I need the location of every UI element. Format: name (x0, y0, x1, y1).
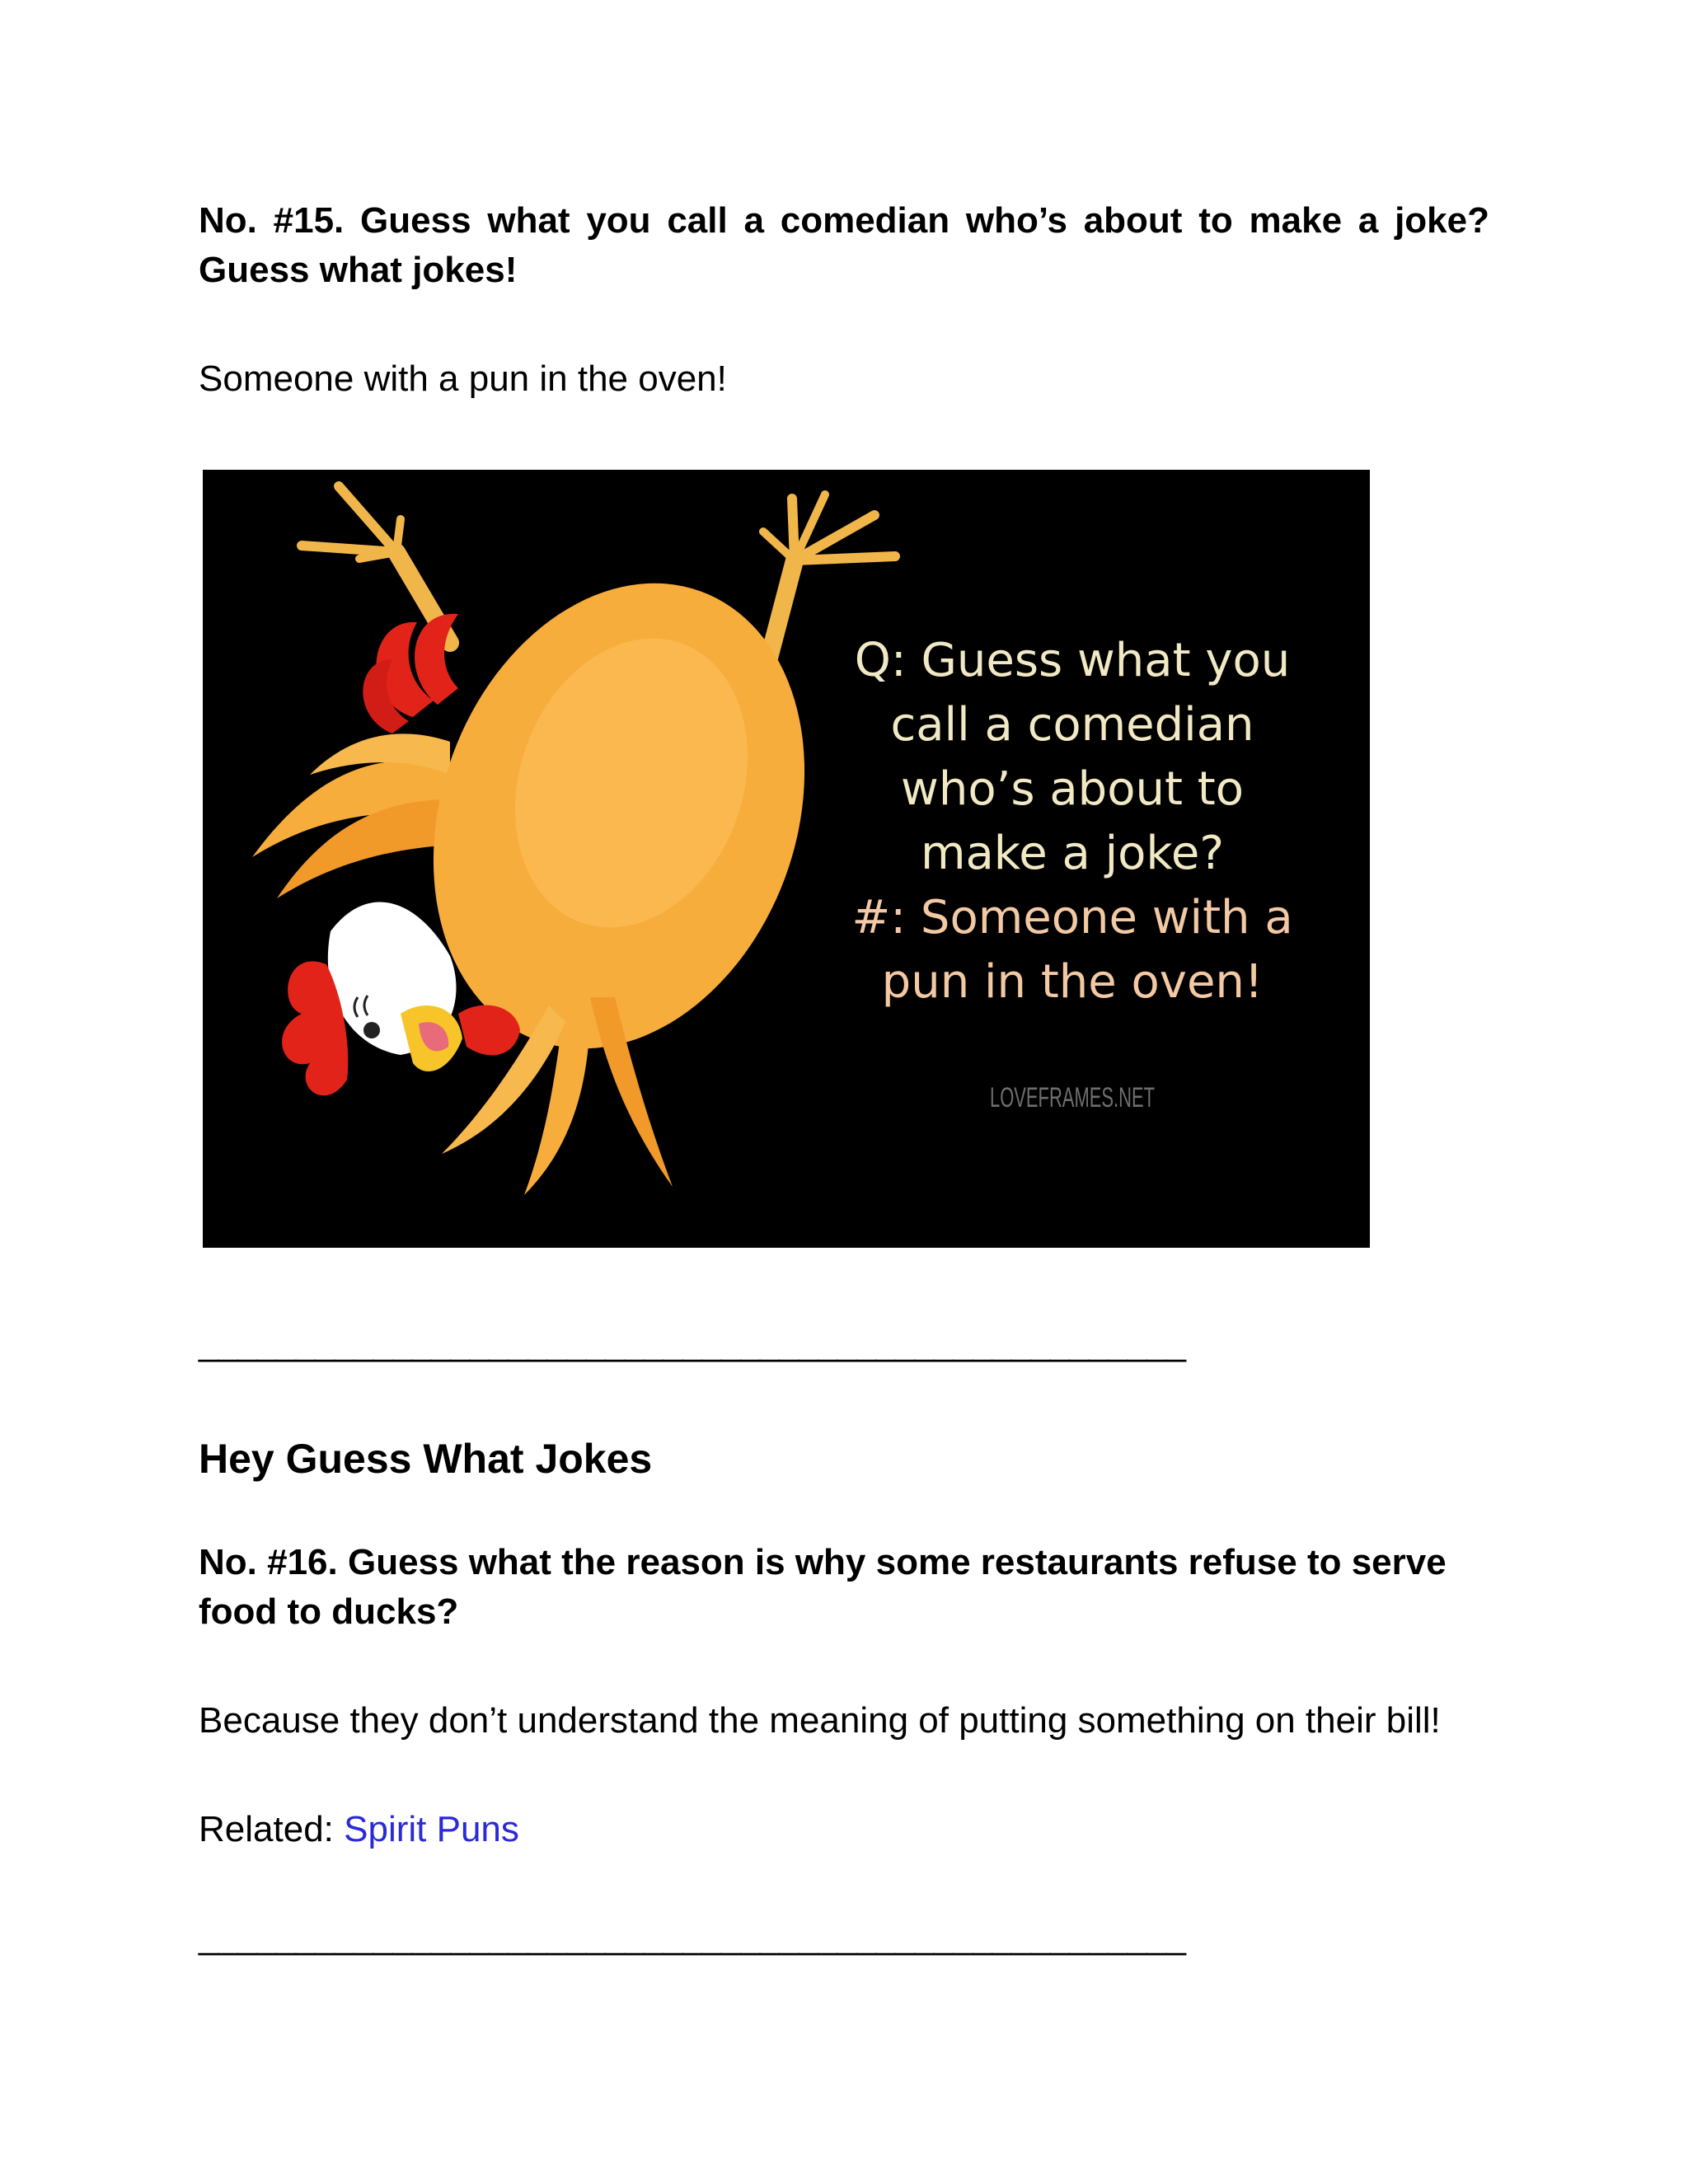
image-line-3: who’s about to (901, 762, 1244, 816)
section-heading: Hey Guess What Jokes (199, 1436, 653, 1482)
related-prefix: Related: (199, 1809, 334, 1849)
joke-15-answer: Someone with a pun in the oven! (199, 359, 727, 399)
rooster-eye (363, 1022, 380, 1038)
spirit-puns-link[interactable]: Spirit Puns (344, 1809, 519, 1849)
image-line-4: make a joke? (920, 827, 1225, 880)
image-watermark: LOVEFRAMES.NET (990, 1082, 1155, 1113)
image-line-1: Q: Guess what you (854, 634, 1291, 687)
joke-16-question: No. #16. Guess what the reason is why some restaurants refuse to serve food to ducks? (199, 1542, 1447, 1632)
rooster-illustration (203, 470, 1370, 1248)
joke-15-image (203, 470, 1370, 1248)
joke-15-question: No. #15. Guess what you call a comedian who’s about to make a joke? Guess what jokes! (199, 200, 1489, 290)
image-line-6: pun in the oven! (881, 955, 1264, 1009)
image-line-2: call a comedian (890, 698, 1254, 752)
section-divider-2: ___________________________________________________ (199, 1916, 1186, 1957)
joke-16-answer: Because they don’t understand the meaning of putting something on their bill! (199, 1700, 1441, 1741)
image-line-5: #: Someone with a (851, 891, 1293, 944)
section-divider-1: ___________________________________________________ (199, 1323, 1186, 1363)
related-line (199, 1805, 519, 1854)
